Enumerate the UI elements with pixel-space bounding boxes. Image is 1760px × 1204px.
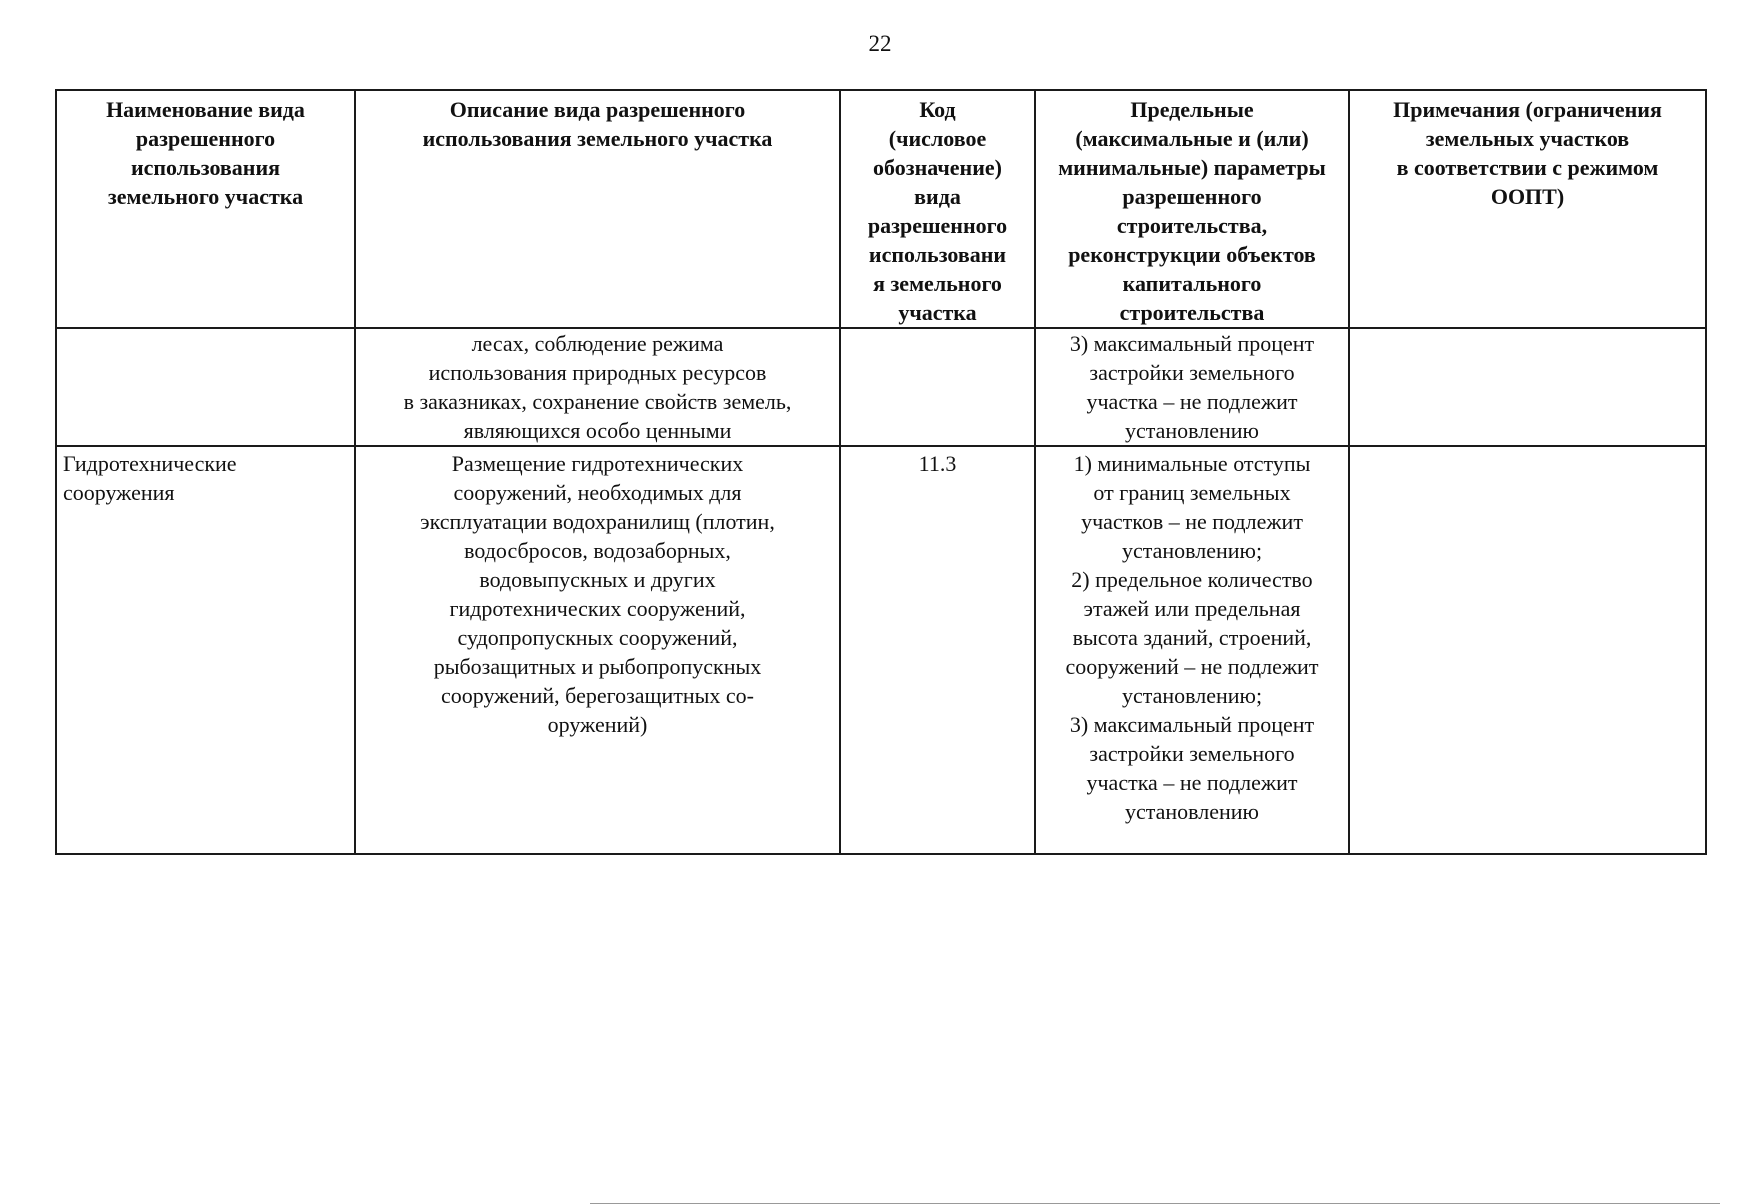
header-land-use-name: Наименование вида разрешенного использования земельного участка: [56, 90, 355, 328]
cell-parameters: 1) минимальные отступы от границ земельных участков – не подлежит установлению; 2) предельное количество этажей или предельная высота зданий, строений, сооружений – не подлежит установлению; 3) максимальный процент застройки земельного участка – не подлежит установлению: [1035, 446, 1349, 854]
cell-code: [840, 328, 1035, 446]
cell-parameters: 3) максимальный процент застройки земельного участка – не подлежит установлению: [1035, 328, 1349, 446]
cell-notes: [1349, 446, 1706, 854]
page-number: 22: [868, 31, 892, 56]
header-land-use-description: Описание вида разрешенного использования земельного участка: [355, 90, 840, 328]
table-row: [56, 328, 1706, 446]
cell-code: 11.3: [840, 446, 1035, 854]
cell-description: лесах, соблюдение режима использования природных ресурсов в заказниках, сохранение свойств земель, являющихся особо ценными: [355, 328, 840, 446]
header-notes: Примечания (ограничения земельных участков в соответствии с режимом ООПТ): [1349, 90, 1706, 328]
table-header-row: [56, 90, 1706, 328]
cell-land-use-name: Гидротехнические сооружения: [56, 446, 355, 854]
cell-notes: [1349, 328, 1706, 446]
header-land-use-code: Код (числовое обозначение) вида разрешенного использовани я земельного участка: [840, 90, 1035, 328]
cell-land-use-name: [56, 328, 355, 446]
table-row: [56, 446, 1706, 854]
header-construction-parameters: Предельные (максимальные и (или) минимальные) параметры разрешенного строительства, реконструкции объектов капитального строительства: [1035, 90, 1349, 328]
cell-description: Размещение гидротехнических сооружений, необходимых для эксплуатации водохранилищ (плотин, водосбросов, водозаборных, водовыпускных и других гидротехнических сооружений, судопропускных сооружений, рыбозащитных и рыбопропускных сооружений, берегозащитных со- оружений): [355, 446, 840, 854]
land-use-table: [55, 89, 1707, 855]
